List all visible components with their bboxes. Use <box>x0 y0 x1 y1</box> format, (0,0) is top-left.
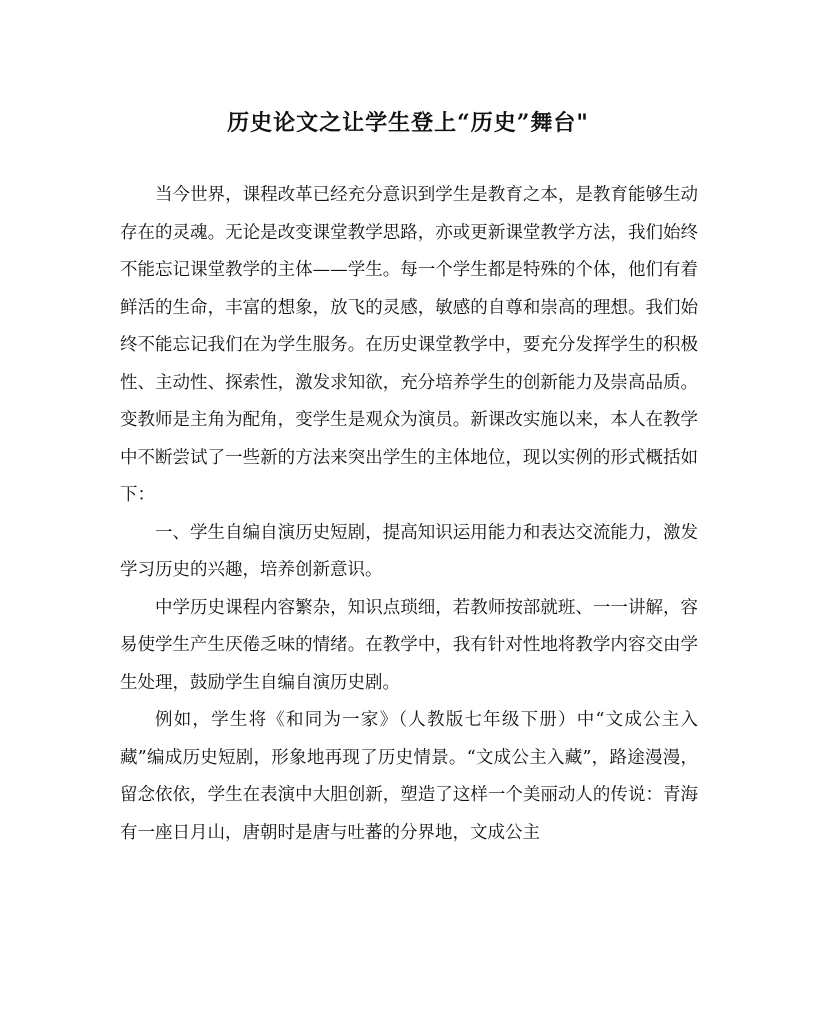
paragraph-body: 中学历史课程内容繁杂，知识点琐细，若教师按部就班、一一讲解，容易使学生产生厌倦乏味的情绪。在教学中，我有针对性地将教学内容交由学生处理，鼓励学生自编自演历史剧。 <box>120 597 698 693</box>
document-body <box>120 177 698 852</box>
paragraph-intro: 当今世界，课程改革已经充分意识到学生是教育之本，是教育能够生动存在的灵魂。无论是改变课堂教学思路，亦或更新课堂教学方法，我们始终不能忘记课堂教学的主体——学生。每一个学生都是特殊的个体，他们有着鲜活的生命，丰富的想象，放飞的灵感，敏感的自尊和崇高的理想。我们始终不能忘记我们在为学生服务。在历史课堂教学中，要充分发挥学生的积极性、主动性、探索性，激发求知欲，充分培养学生的创新能力及崇高品质。变教师是主角为配角，变学生是观众为演员。新课改实施以来，本人在教学中不断尝试了一些新的方法来突出学生的主体地位，现以实例的形式概括如下： <box>120 185 698 505</box>
paragraph-example: 例如，学生将《和同为一家》（人教版七年级下册）中“文成公主入藏”编成历史短剧，形象地再现了历史情景。“文成公主入藏”，路途漫漫，留念依依，学生在表演中大胆创新，塑造了这样一个美丽动人的传说：青海有一座日月山，唐朝时是唐与吐蕃的分界地，文成公主 <box>120 710 698 843</box>
document-title: 历史论文之让学生登上“历史”舞台" <box>227 110 589 136</box>
paragraph-section-heading: 一、学生自编自演历史短剧，提高知识运用能力和表达交流能力，激发学习历史的兴趣，培养创新意识。 <box>120 522 698 580</box>
